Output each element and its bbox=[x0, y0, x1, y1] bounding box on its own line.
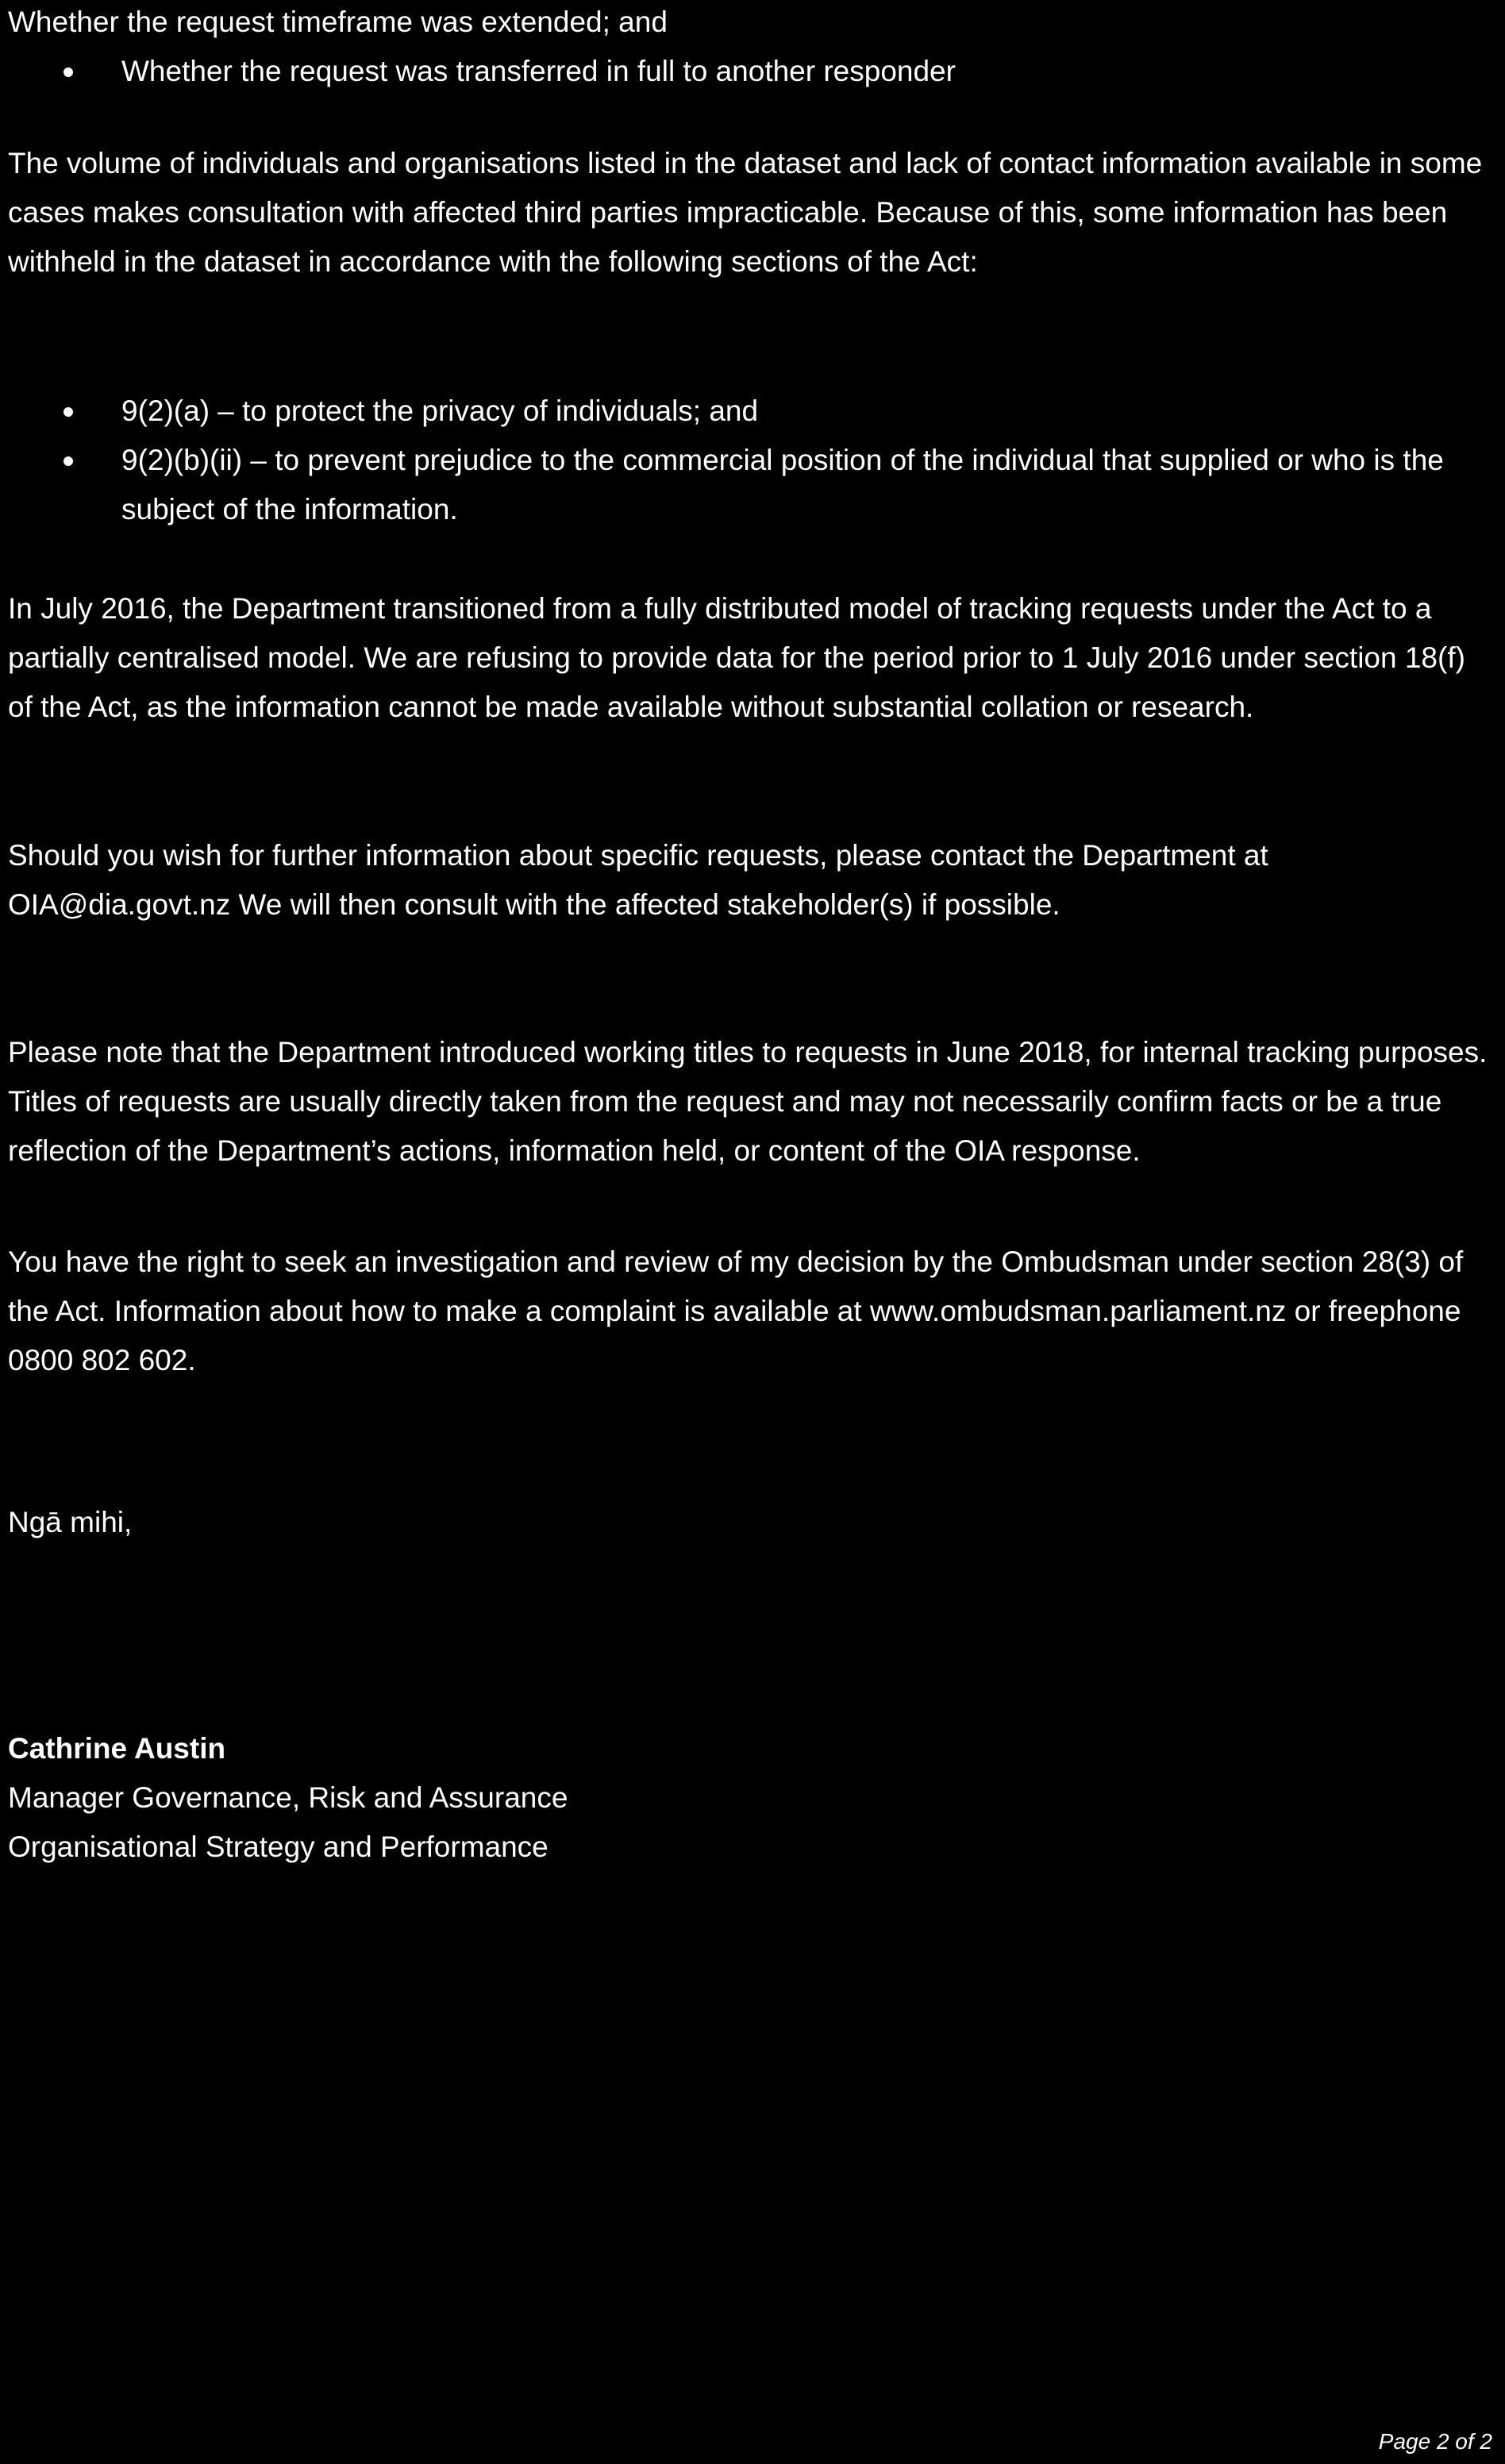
list-item bbox=[8, 47, 1484, 96]
bullet-icon bbox=[64, 67, 73, 77]
paragraph-july-2016: In July 2016, the Department transitioned from a fully distributed model of tracking requests under the Act to a partially centralised model. We are refusing to provide data for the period prior to 1 July 2016 under section 18(f) of the Act, as the information cannot be made available without substantial collation or research. bbox=[8, 592, 1465, 723]
paragraph-volume: The volume of individuals and organisations listed in the dataset and lack of contact information available in some cases makes consultation with affected third parties impracticable. Because of this, some information has been withheld in the dataset in accordance with the following sections of the Act: bbox=[8, 147, 1483, 278]
bullet-icon bbox=[64, 407, 73, 417]
closing-salutation: Ngā mihi, bbox=[8, 1506, 133, 1538]
list-item-text: Whether the request timeframe was extended; and bbox=[8, 6, 668, 38]
signatory-unit: Organisational Strategy and Performance bbox=[8, 1831, 548, 1863]
list-item-text: 9(2)(b)(ii) – to prevent prejudice to the commercial position of the individual that supplied or who is the subject of the information. bbox=[121, 444, 1444, 526]
paragraph-ombudsman: You have the right to seek an investigation and review of my decision by the Ombudsman under section 28(3) of the Act. Information about how to make a complaint is available at www.ombudsman.parliament.nz or freephone 0800 802 602. bbox=[8, 1245, 1464, 1376]
signature-block bbox=[8, 1724, 1492, 1872]
list-item-text: Whether the request was transferred in full to another responder bbox=[121, 55, 956, 87]
signatory-name: Cathrine Austin bbox=[8, 1732, 226, 1765]
list-item bbox=[8, 0, 1484, 47]
intro-bullet-list bbox=[8, 0, 1484, 96]
list-item-text: 9(2)(a) – to protect the privacy of individuals; and bbox=[121, 395, 759, 427]
bullet-icon bbox=[64, 456, 73, 466]
list-item bbox=[8, 436, 1484, 534]
paragraph-contact: Should you wish for further information about specific requests, please contact the Department at OIA@dia.govt.nz We will then consult with the affected stakeholder(s) if possible. bbox=[8, 839, 1268, 921]
page-number: Page 2 of 2 bbox=[1378, 2429, 1492, 2454]
withheld-bullet-list bbox=[8, 387, 1484, 534]
paragraph-working-titles: Please note that the Department introduced working titles to requests in June 2018, for internal tracking purposes. Titles of requests are usually directly taken from the request and may not necessarily confirm facts or be a true reflection of the Department’s actions, information held, or content of the OIA response. bbox=[8, 1036, 1488, 1167]
list-item bbox=[8, 387, 1484, 436]
signatory-title: Manager Governance, Risk and Assurance bbox=[8, 1781, 568, 1814]
